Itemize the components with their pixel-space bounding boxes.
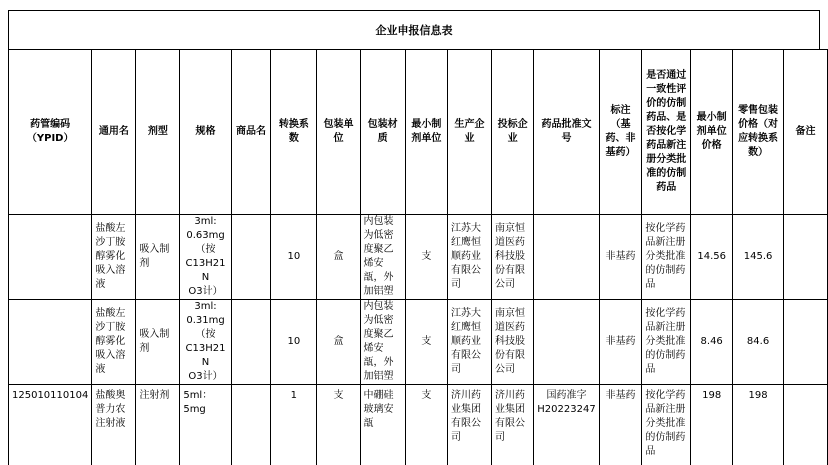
cell-generic-name: 盐酸左沙丁胺醇雾化吸入溶液 [92,215,136,300]
cell-ypid: 125010110104 [9,385,92,465]
cell-base-drug-label: 非基药 [599,215,642,300]
cell-bidder: 济川药业集团有限公司 [492,385,534,465]
cell-package-unit: 支 [317,385,360,465]
cell-package-price: 84.6 [733,300,784,385]
cell-remarks [783,385,827,465]
cell-package-price: 145.6 [733,215,784,300]
cell-generic-name: 盐酸左沙丁胺醇雾化吸入溶液 [92,300,136,385]
cell-base-drug-label: 非基药 [599,385,642,465]
cell-package-unit: 盒 [317,215,360,300]
cell-package-material: 中硼硅玻璃安瓿 [360,385,405,465]
cell-conversion-factor: 1 [271,385,317,465]
header-base-drug-label: 标注（基药、非基药） [599,50,642,215]
cell-manufacturer: 济川药业集团有限公司 [448,385,492,465]
cell-approval-number [534,300,599,385]
cell-consistency-evaluation: 按化学药品新注册分类批准的仿制药品 [642,215,691,300]
cell-unit-price: 8.46 [691,300,733,385]
cell-dosage-form: 吸入制剂 [136,300,180,385]
header-package-material: 包装材质 [360,50,405,215]
cell-bidder: 南京恒道医药科技股份有限公司 [492,215,534,300]
cell-bidder: 南京恒道医药科技股份有限公司 [492,300,534,385]
table-row [9,215,828,300]
cell-min-unit: 支 [405,300,447,385]
declaration-table [8,49,828,465]
cell-consistency-evaluation: 按化学药品新注册分类批准的仿制药品 [642,300,691,385]
header-conversion-factor: 转换系数 [271,50,317,215]
header-unit-price: 最小制剂单位价格 [691,50,733,215]
cell-specification: 5ml： 5mg [180,385,231,465]
header-min-unit: 最小制剂单位 [405,50,447,215]
cell-base-drug-label: 非基药 [599,300,642,385]
cell-specification: 3ml: 0.63mg （按 C13H21N O3计） [180,215,231,300]
cell-remarks [783,215,827,300]
cell-conversion-factor: 10 [271,215,317,300]
header-package-unit: 包装单位 [317,50,360,215]
cell-dosage-form: 吸入制剂 [136,215,180,300]
cell-remarks [783,300,827,385]
cell-ypid [9,215,92,300]
header-trade-name: 商品名 [231,50,271,215]
cell-manufacturer: 江苏大红鹰恒顺药业有限公司 [448,215,492,300]
cell-trade-name [231,385,271,465]
cell-min-unit: 支 [405,215,447,300]
cell-manufacturer: 江苏大红鹰恒顺药业有限公司 [448,300,492,385]
header-consistency-evaluation: 是否通过一致性评价的仿制药品、是否按化学药品新注册分类批准的仿制药品 [642,50,691,215]
cell-package-material: 内包装为低密度聚乙烯安瓿，外加铝塑 [360,300,405,385]
header-remarks: 备注 [783,50,827,215]
cell-ypid [9,300,92,385]
table-row [9,300,828,385]
header-specification: 规格 [180,50,231,215]
cell-conversion-factor: 10 [271,300,317,385]
cell-dosage-form: 注射剂 [136,385,180,465]
cell-consistency-evaluation: 按化学药品新注册分类批准的仿制药品 [642,385,691,465]
cell-package-material: 内包装为低密度聚乙烯安瓿，外加铝塑 [360,215,405,300]
header-ypid: 药管编码（YPID） [9,50,92,215]
header-row [9,50,828,215]
cell-unit-price: 14.56 [691,215,733,300]
cell-approval-number [534,215,599,300]
header-manufacturer: 生产企业 [448,50,492,215]
cell-package-unit: 盒 [317,300,360,385]
cell-unit-price: 198 [691,385,733,465]
cell-approval-number: 国药准字H20223247 [534,385,599,465]
cell-generic-name: 盐酸奥普力农注射液 [92,385,136,465]
header-dosage-form: 剂型 [136,50,180,215]
cell-specification: 3ml: 0.31mg （按 C13H21N O3计） [180,300,231,385]
header-generic-name: 通用名 [92,50,136,215]
header-bidder: 投标企业 [492,50,534,215]
cell-min-unit: 支 [405,385,447,465]
cell-package-price: 198 [733,385,784,465]
table-row [9,385,828,465]
cell-trade-name [231,300,271,385]
header-approval-number: 药品批准文号 [534,50,599,215]
table-title: 企业申报信息表 [8,10,820,50]
header-package-price: 零售包装价格（对应转换系数） [733,50,784,215]
cell-trade-name [231,215,271,300]
